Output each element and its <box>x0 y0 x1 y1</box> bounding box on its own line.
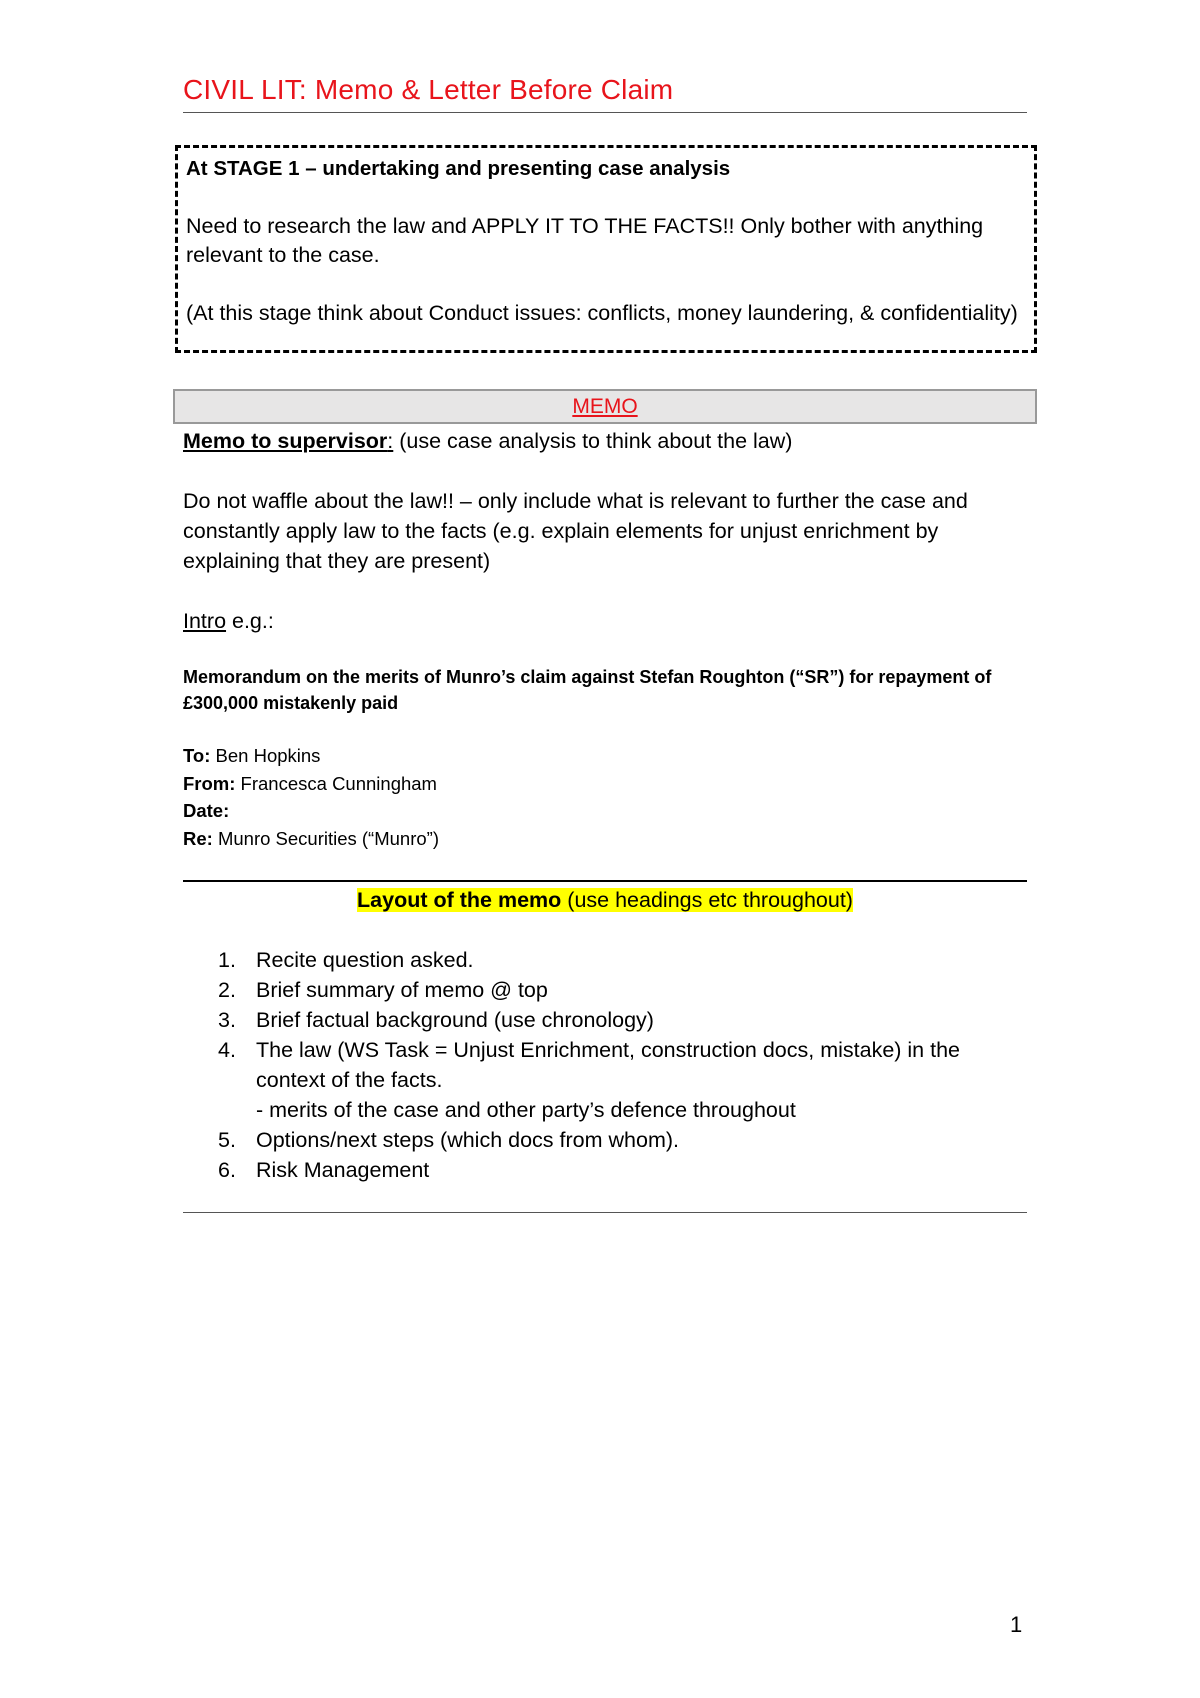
stage-1-research-note: Need to research the law and APPLY IT TO THE FACTS!! Only bother with anything relevant to the case. <box>186 214 984 267</box>
memo-supervisor-line <box>183 426 1033 456</box>
list-item-text: Options/next steps (which docs from whom). <box>256 1128 679 1152</box>
layout-heading-highlight <box>357 888 853 912</box>
list-item-number: 6. <box>218 1158 236 1182</box>
memo-supervisor-colon: : <box>387 429 394 453</box>
memo-header-fields <box>183 742 1033 852</box>
list-item <box>218 1005 1008 1035</box>
stage-1-dashed-box <box>175 145 1037 353</box>
memo-supervisor-label: Memo to supervisor <box>183 429 388 453</box>
list-item-number: 4. <box>218 1038 236 1062</box>
memo-to-line <box>183 742 1033 770</box>
memo-from-value: Francesca Cunningham <box>235 772 437 794</box>
layout-heading-rest: (use headings etc throughout) <box>561 888 853 912</box>
memo-section-banner: MEMO <box>173 389 1037 424</box>
list-item-text: Brief summary of memo @ top <box>256 978 548 1002</box>
list-item-text: Brief factual background (use chronology) <box>256 1008 654 1032</box>
stage-1-conduct-note: (At this stage think about Conduct issues: conflicts, money laundering, & confidentiality) <box>186 301 1018 325</box>
closing-divider-rule <box>183 1212 1027 1213</box>
list-item-number: 3. <box>218 1008 236 1032</box>
memo-date-line <box>183 797 1033 825</box>
memo-re-value: Munro Securities (“Munro”) <box>212 827 439 849</box>
list-item-number: 2. <box>218 978 236 1002</box>
memo-waffle-note: Do not waffle about the law!! – only include what is relevant to further the case and constantly apply law to the facts (e.g. explain elements for unjust enrichment by explaining that they are present) <box>183 489 968 573</box>
page-number: 1 <box>1010 1612 1023 1637</box>
list-item <box>218 1155 1008 1185</box>
layout-heading-bold: Layout of the memo <box>357 888 562 912</box>
memo-from-label: From: <box>183 772 236 794</box>
list-item-number: 1. <box>218 948 236 972</box>
memo-re-label: Re: <box>183 827 213 849</box>
memo-supervisor-text: (use case analysis to think about the law) <box>393 429 793 453</box>
list-item-text: Risk Management <box>256 1158 430 1182</box>
memo-date-label: Date: <box>183 800 230 821</box>
memorandum-heading: Memorandum on the merits of Munro’s claim against Stefan Roughton (“SR”) for repayment of £300,000 mistakenly paid <box>183 667 992 713</box>
memo-intro-rest: e.g.: <box>226 609 274 633</box>
stage-1-heading: At STAGE 1 – undertaking and presenting case analysis <box>186 157 731 180</box>
memo-re-line <box>183 825 1033 853</box>
list-item <box>218 975 1008 1005</box>
list-item-text: The law (WS Task = Unjust Enrichment, construction docs, mistake) in the context of the facts. <box>256 1038 960 1092</box>
memo-intro-label: Intro <box>183 609 227 633</box>
memo-from-line <box>183 770 1033 798</box>
memo-layout-steps <box>218 945 1008 1185</box>
memo-to-label: To: <box>183 745 211 766</box>
list-item <box>218 945 1008 975</box>
title-underline-rule <box>183 112 1027 113</box>
memo-intro-line <box>183 606 1033 636</box>
list-item-number: 5. <box>218 1128 236 1152</box>
list-item <box>218 1035 1008 1125</box>
memo-guidance <box>183 426 1033 636</box>
layout-heading <box>183 885 1027 915</box>
memo-to-value: Ben Hopkins <box>210 745 321 766</box>
section-divider-rule <box>183 880 1027 882</box>
list-item-subnote: - merits of the case and other party’s defence throughout <box>256 1098 796 1122</box>
list-item-text: Recite question asked. <box>256 948 474 972</box>
document-title: CIVIL LIT: Memo & Letter Before Claim <box>183 74 674 105</box>
list-item <box>218 1125 1008 1155</box>
